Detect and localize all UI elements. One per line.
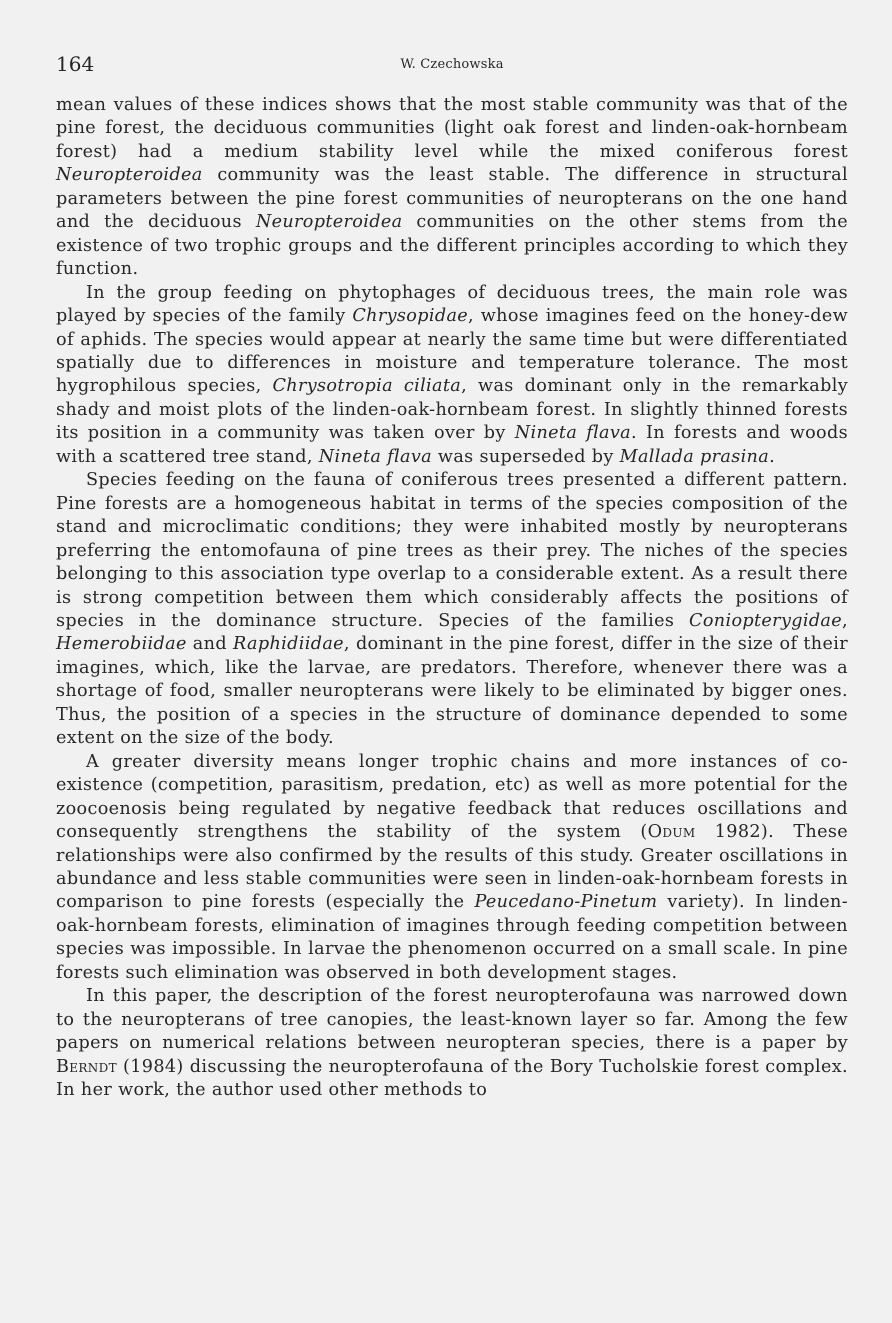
paragraph: [56, 985, 848, 1102]
text-run: In the group feeding on phytophages of deciduous trees, the main role was played by species of the family: [56, 282, 848, 327]
text-run: , whose imagines feed on the honey-dew of aphids. The species would appear at nearly the same time but were differentiated spatially due to differences in moisture and temperature tolerance. The most hygrophilous species,: [56, 306, 848, 397]
running-head-author: W. Czechowska: [400, 57, 504, 72]
page-number: 164: [56, 52, 95, 76]
taxon-name: Chrysotropia ciliata: [272, 376, 462, 397]
text-run: mean values of these indices shows that the most stable community was that of the pine forest, the deciduous communities (light oak forest and linden-oak-hornbeam forest) had a medium stability level while the mixed coniferous forest: [56, 95, 848, 162]
body-text: [56, 94, 848, 1102]
text-run: A greater diversity means longer trophic chains and more instances of co-existence (competition, parasitism, predation, etc) as well as more potential for the zoocoenosis being regulated by negative feedback that reduces oscillations and consequently strengthens the stability of the system (: [56, 751, 848, 843]
taxon-name: Coniopterygidae: [689, 610, 843, 631]
text-run: and: [186, 634, 234, 655]
paragraph: [56, 469, 848, 750]
taxon-name: Hemerobiidae: [56, 634, 187, 655]
taxon-name: Neuropteroidea: [56, 165, 203, 186]
text-run: , was dominant only in the remarkably shady and moist plots of the linden-oak-hornbeam forest. In slightly thinned forests its position in a community was taken over by: [56, 376, 848, 444]
text-run: communities on the other stems from the existence of two trophic groups and the different principles according to which they function.: [56, 212, 848, 280]
page-header: [56, 50, 848, 78]
taxon-name: Peucedano-Pinetum: [474, 892, 658, 913]
text-run: . In forests and woods with a scattered tree stand,: [56, 423, 848, 467]
taxon-name: Chrysopidae: [352, 306, 469, 327]
text-run: (1984) discussing the neuropterofauna of the Bory Tucholskie forest complex. In her work, the author used other methods to: [56, 1056, 848, 1101]
taxon-name: Mallada prasina: [619, 446, 770, 467]
text-run: variety). In linden-oak-hornbeam forests, elimination of imagines through feeding competition between species was impossible. In larvae the phenomenon occurred on a small scale. In pine forests such elimination was observed in both development stages.: [56, 892, 848, 983]
text-run: 1982). These relationships were also confirmed by the results of this study. Greater oscillations in abundance and less stable communities were seen in linden-oak-hornbeam forests in comparison to pine forests (especially the: [56, 822, 848, 913]
text-run: , dominant in the pine forest, differ in the size of their imagines, which, like the larvae, are predators. Therefore, whenever there was a shortage of food, smaller neuropterans were likely to be eliminated by bigger ones. Thus, the position of a species in the structure of dominance depended to some extent on the size of the body.: [56, 634, 848, 749]
text-run: was superseded by: [431, 446, 620, 467]
paragraph: [56, 751, 848, 986]
taxon-name: Nineta flava: [318, 446, 432, 467]
paragraph: [56, 94, 848, 282]
taxon-name: Nineta flava: [514, 423, 632, 444]
citation-author: Odum: [647, 822, 696, 843]
paragraph: [56, 282, 848, 470]
taxon-name: Raphidiidae: [233, 634, 344, 655]
text-run: .: [769, 446, 776, 467]
text-run: In this paper, the description of the forest neuropterofauna was narrowed down to the neuropterans of tree canopies, the least-known layer so far. Among the few papers on numerical relations between neuropteran species, there is a paper by: [56, 986, 848, 1054]
text-run: Species feeding on the fauna of coniferous trees presented a different pattern. Pine forests are a homogeneous habitat in terms of the species composition of the stand and microclimatic conditions; they were inhabited mostly by neuropterans preferring the entomofauna of pine trees as their prey. The niches of the species belonging to this association type overlap to a considerable extent. As a result there is strong competition between them which considerably affects the positions of species in the dominance structure. Species of the families: [56, 470, 848, 631]
text-run: ,: [842, 610, 848, 631]
taxon-name: Neuropteroidea: [255, 212, 403, 233]
citation-author: Berndt: [56, 1056, 117, 1077]
text-run: community was the least stable. The difference in structural parameters between the pine forest communities of neuropterans on the one hand and the deciduous: [56, 165, 848, 233]
